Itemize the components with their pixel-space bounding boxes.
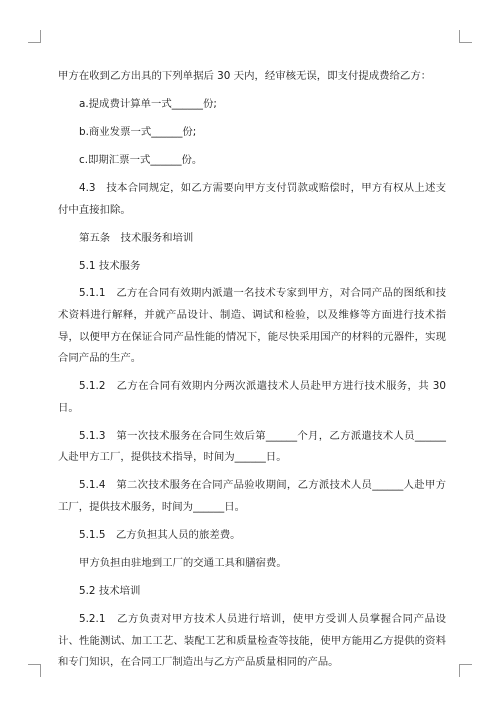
clause-5-2-1: 5.2.1 乙方负责对甲方技术人员进行培训，使甲方受训人员掌握合同产品设计、性能测试、加工工艺、装配工艺和质量检查等技能，使甲方能用乙方提供的资料和专门知识，在合同工厂制造出与乙方产品质量相同的产品。 bbox=[58, 612, 446, 669]
clause-5-1-2: 5.1.2 乙方在合同有效期内分两次派遣技术人员赴甲方进行技术服务，共 30 日。 bbox=[58, 380, 446, 414]
section-5-2-heading: 5.2 技术培训 bbox=[79, 584, 141, 597]
crop-mark-top-left bbox=[28, 30, 41, 43]
clause-5-1-5: 5.1.5 乙方负担其人员的旅差费。 bbox=[79, 528, 241, 541]
crop-mark-bottom-left bbox=[28, 664, 41, 677]
clause-5-1-5-continued: 甲方负担由驻地到工厂的交通工具和膳宿费。 bbox=[79, 556, 287, 569]
clause-4-3: 4.3 技本合同规定，如乙方需要向甲方支付罚款或赔偿时，甲方有权从上述支付中直接扣除。 bbox=[58, 181, 446, 216]
list-item-sight-draft: c.即期汇票一式______份。 bbox=[79, 153, 203, 166]
payment-terms-paragraph: 甲方在收到乙方出具的下列单据后 30 天内，经审核无误，即支付提成费给乙方： bbox=[58, 70, 432, 82]
document-body bbox=[58, 66, 446, 680]
crop-mark-top-right bbox=[459, 30, 472, 43]
list-item-commercial-invoice: b.商业发票一式______份; bbox=[79, 125, 197, 138]
list-item-commission-statement: a.提成费计算单一式______份; bbox=[79, 97, 217, 110]
article-5-heading: 第五条 技术服务和培训 bbox=[79, 231, 194, 244]
section-5-1-heading: 5.1 技术服务 bbox=[79, 259, 141, 272]
crop-mark-bottom-right bbox=[459, 664, 472, 677]
clause-5-1-1: 5.1.1 乙方在合同有效期内派遣一名技术专家到甲方，对合同产品的图纸和技术资料进行解释，并就产品设计、制造、调试和检验，以及维修等方面进行技术指导，以便甲方在保证合同产品性能的情况下，能尽快采用国产的材料的元器件，实现合同产品的生产。 bbox=[58, 287, 446, 365]
clause-5-1-3: 5.1.3 第一次技术服务在合同生效后第______个月，乙方派遣技术人员______人赴甲方工厂，提供技术指导，时间为______日。 bbox=[58, 429, 446, 464]
clause-5-1-4: 5.1.4 第二次技术服务在合同产品验收期间，乙方派技术人员______人赴甲方工厂，提供技术服务，时间为______日。 bbox=[58, 479, 446, 513]
